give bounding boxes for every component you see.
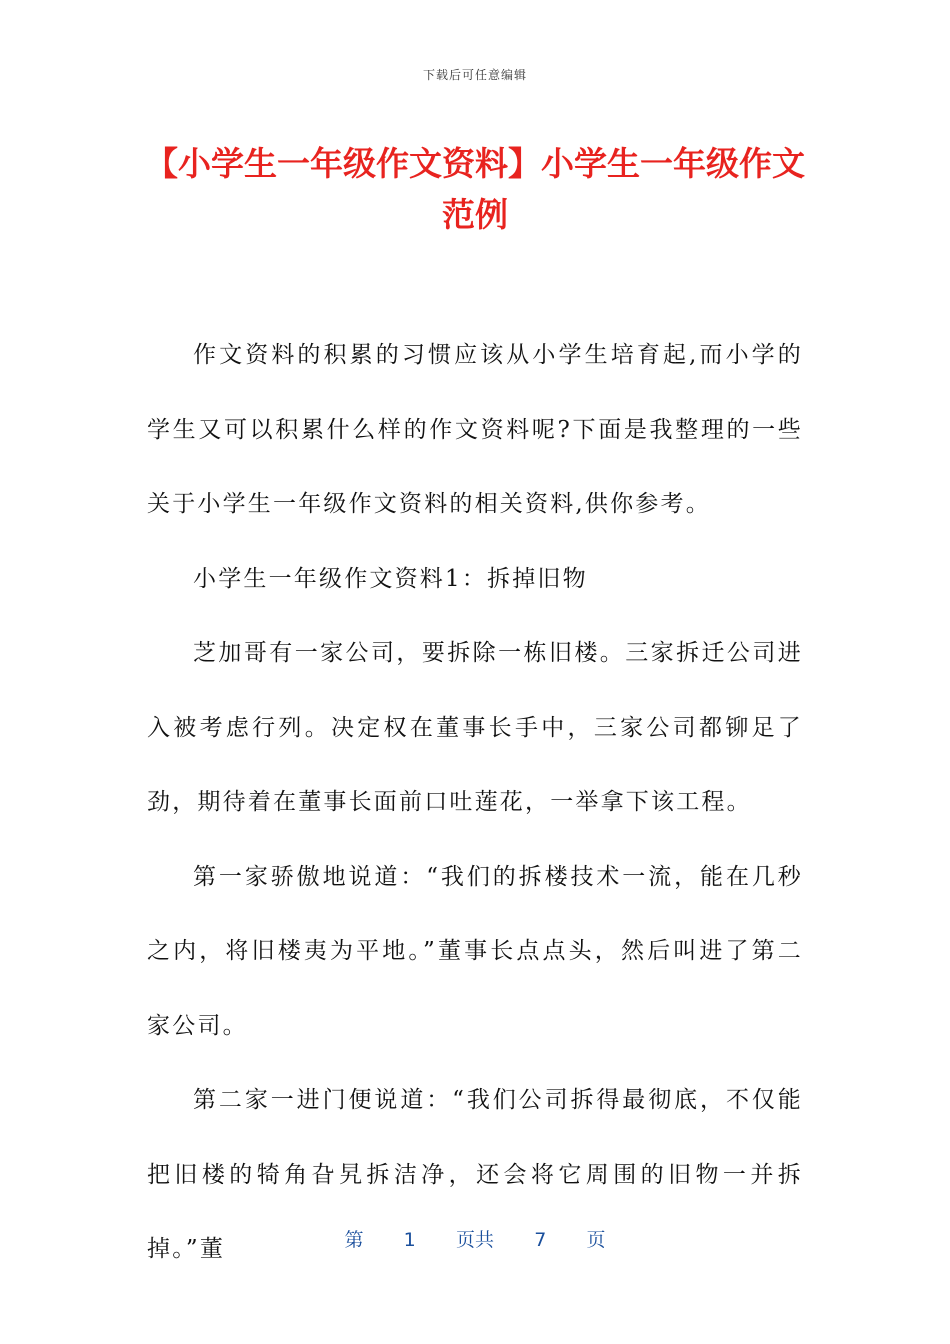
document-body <box>147 318 803 1287</box>
footer-current-page: 1 <box>403 1229 416 1251</box>
paragraph-story-1: 芝加哥有一家公司，要拆除一栋旧楼。三家拆迁公司进入被考虑行列。决定权在董事长手中，三家公司都铆足了劲，期待着在董事长面前口吐莲花，一举拿下该工程。 <box>147 640 803 815</box>
header-note: 下载后可任意编辑 <box>422 68 527 82</box>
footer-middle: 页共 <box>455 1229 494 1251</box>
page-footer <box>0 1225 950 1252</box>
document-title: 【小学生一年级作文资料】小学生一年级作文范例 <box>145 144 805 234</box>
footer-total-pages: 7 <box>534 1229 547 1251</box>
paragraph-story-3: 第二家一进门便说道：“我们公司拆得最彻底，不仅能把旧楼的犄角旮旯拆洁净，还会将它周围的旧物一并拆掉。”董 <box>147 1087 803 1262</box>
paragraph-story-2: 第一家骄傲地说道：“我们的拆楼技术一流，能在几秒之内，将旧楼夷为平地。”董事长点点头，然后叫进了第二家公司。 <box>147 863 803 1039</box>
footer-suffix: 页 <box>586 1229 606 1251</box>
paragraph-intro: 作文资料的积累的习惯应该从小学生培育起,而小学的学生又可以积累什么样的作文资料呢?下面是我整理的一些关于小学生一年级作文资料的相关资料,供你参考。 <box>147 342 803 517</box>
paragraph-section-heading: 小学生一年级作文资料1：拆掉旧物 <box>193 565 588 592</box>
footer-prefix: 第 <box>344 1229 364 1251</box>
